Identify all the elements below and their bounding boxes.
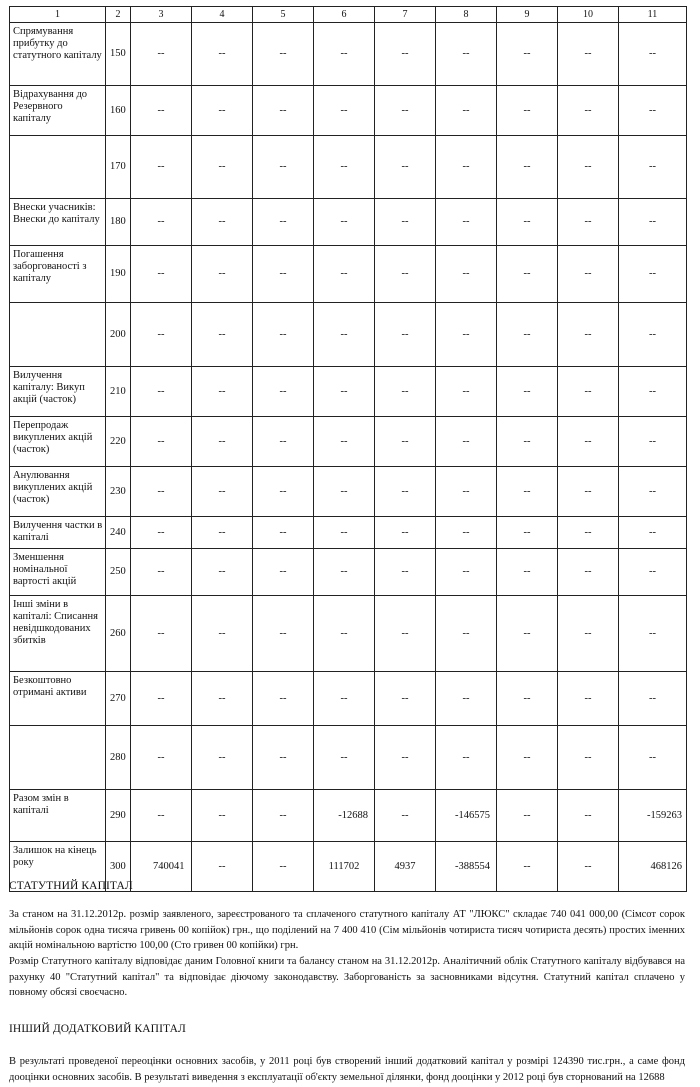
table-cell: -- <box>253 467 314 517</box>
table-cell: -- <box>314 367 375 417</box>
table-cell: -- <box>619 136 687 199</box>
table-cell: -- <box>253 199 314 246</box>
table-cell: -- <box>497 790 558 842</box>
table-row <box>10 790 687 842</box>
table-cell: -- <box>558 199 619 246</box>
table-cell: -- <box>558 86 619 136</box>
row-code: 180 <box>106 199 131 246</box>
row-label: Залишок на кінець року <box>10 842 106 892</box>
column-header: 5 <box>253 7 314 23</box>
table-cell: -- <box>131 549 192 596</box>
table-row <box>10 23 687 86</box>
table-cell: -- <box>192 549 253 596</box>
table-cell: -- <box>375 23 436 86</box>
table-cell: -- <box>131 417 192 467</box>
table-cell: -- <box>192 199 253 246</box>
table-cell: -- <box>131 199 192 246</box>
table-cell: -- <box>131 596 192 672</box>
table-cell: -- <box>314 136 375 199</box>
table-cell: -- <box>131 23 192 86</box>
table-cell: -- <box>131 136 192 199</box>
table-cell: -- <box>375 467 436 517</box>
table-cell: -- <box>131 367 192 417</box>
table-cell: -- <box>375 596 436 672</box>
row-code: 240 <box>106 517 131 549</box>
table-cell: -- <box>558 23 619 86</box>
column-header: 11 <box>619 7 687 23</box>
table-cell: -- <box>375 136 436 199</box>
table-cell: -- <box>436 517 497 549</box>
other-capital-paragraph: В результаті проведеної переоцінки основних засобів, у 2011 році був створений інший додатковий капітал у розмірі 124390 тис.грн., а саме фонд дооцінки основних засобів. В результаті виведення з експлуатації об'єкту земельної ділянки, фонд дооцінки у 2012 році був сторнований на 12688 <box>9 1056 685 1083</box>
table-row <box>10 86 687 136</box>
table-cell: -- <box>314 86 375 136</box>
table-cell: -- <box>253 596 314 672</box>
table-cell: -- <box>192 790 253 842</box>
table-cell: -- <box>619 596 687 672</box>
table-cell: -- <box>253 246 314 303</box>
row-code: 200 <box>106 303 131 367</box>
table-row <box>10 303 687 367</box>
column-header: 8 <box>436 7 497 23</box>
table-cell: -- <box>619 417 687 467</box>
table-cell: -- <box>558 367 619 417</box>
column-header: 4 <box>192 7 253 23</box>
table-cell: -- <box>131 86 192 136</box>
table-cell: -- <box>131 517 192 549</box>
table-cell: -- <box>619 549 687 596</box>
table-cell: -- <box>314 517 375 549</box>
row-code: 290 <box>106 790 131 842</box>
row-label: Інші зміни в капіталі: Списання невідшкодованих збитків <box>10 596 106 672</box>
table-cell: -- <box>436 303 497 367</box>
table-row <box>10 367 687 417</box>
table-cell: -- <box>314 417 375 467</box>
table-cell: -- <box>558 246 619 303</box>
table-cell: -- <box>253 549 314 596</box>
table-row <box>10 417 687 467</box>
row-label: Погашення заборгованості з капіталу <box>10 246 106 303</box>
table-cell: -- <box>436 246 497 303</box>
table-cell: -- <box>619 367 687 417</box>
table-cell: -- <box>558 596 619 672</box>
table-cell: 468126 <box>619 842 687 892</box>
table-cell: -- <box>253 23 314 86</box>
table-cell: -- <box>314 726 375 790</box>
table-cell: -- <box>497 23 558 86</box>
table-cell: -- <box>619 199 687 246</box>
table-cell: -- <box>558 726 619 790</box>
row-code: 210 <box>106 367 131 417</box>
table-cell: -- <box>253 517 314 549</box>
row-code: 250 <box>106 549 131 596</box>
table-cell: -- <box>192 517 253 549</box>
table-cell: -- <box>131 726 192 790</box>
table-row <box>10 136 687 199</box>
table-cell: -- <box>192 23 253 86</box>
table-cell: -- <box>436 467 497 517</box>
table-cell: -- <box>375 199 436 246</box>
column-header: 10 <box>558 7 619 23</box>
table-cell: -- <box>314 596 375 672</box>
table-cell: -- <box>619 23 687 86</box>
table-cell: -- <box>436 86 497 136</box>
table-cell: -- <box>192 367 253 417</box>
row-code: 270 <box>106 672 131 726</box>
table-cell: -- <box>192 596 253 672</box>
table-cell: -- <box>375 790 436 842</box>
table-cell: -- <box>497 596 558 672</box>
table-cell: -- <box>192 303 253 367</box>
charter-capital-paragraph-1: За станом на 31.12.2012р. розмір заявленого, зареєстрованого та сплаченого статутного капіталу АТ "ЛЮКС" складає 740 041 000,00 (Сімсот сорок мільйонів сорок одна тисяча гривень 00 копійок) грн., що поділений на 7 400 410 (Сім мільйонів чотириста тисяч чотириста десять) простих іменних акцій номінальною вартістю 100,00 (Сто гривен 00 копійки) грн. <box>9 909 685 951</box>
table-cell: -- <box>619 726 687 790</box>
row-label: Анулювання викуплених акцій (часток) <box>10 467 106 517</box>
row-code: 230 <box>106 467 131 517</box>
table-cell: -- <box>436 417 497 467</box>
row-code: 170 <box>106 136 131 199</box>
table-cell: -- <box>436 596 497 672</box>
table-cell: -- <box>558 517 619 549</box>
table-cell: -- <box>619 517 687 549</box>
table-cell: -- <box>619 467 687 517</box>
table-cell: -- <box>253 672 314 726</box>
table-row <box>10 726 687 790</box>
row-label: Вилучення капіталу: Викуп акцій (часток) <box>10 367 106 417</box>
table-cell: -- <box>375 303 436 367</box>
table-cell: -- <box>192 246 253 303</box>
capital-changes-table <box>9 6 687 892</box>
table-cell: -- <box>192 467 253 517</box>
row-label: Відрахування до Резервного капіталу <box>10 86 106 136</box>
row-label: Спрямування прибутку до статутного капіталу <box>10 23 106 86</box>
table-row <box>10 596 687 672</box>
table-cell: -- <box>314 467 375 517</box>
row-code: 150 <box>106 23 131 86</box>
table-cell: -- <box>497 842 558 892</box>
table-cell: -- <box>131 467 192 517</box>
table-cell: -- <box>375 517 436 549</box>
table-cell: -- <box>375 367 436 417</box>
table-cell: -159263 <box>619 790 687 842</box>
table-row <box>10 199 687 246</box>
table-cell: -- <box>558 790 619 842</box>
table-cell: 4937 <box>375 842 436 892</box>
table-cell: -- <box>131 790 192 842</box>
table-cell: -- <box>436 23 497 86</box>
table-cell: -- <box>558 303 619 367</box>
table-row <box>10 672 687 726</box>
table-cell: -12688 <box>314 790 375 842</box>
table-cell: -- <box>375 549 436 596</box>
row-label <box>10 136 106 199</box>
table-cell: -- <box>131 303 192 367</box>
table-row <box>10 246 687 303</box>
table-cell: -- <box>497 246 558 303</box>
table-cell: -- <box>619 86 687 136</box>
column-header: 7 <box>375 7 436 23</box>
column-header: 3 <box>131 7 192 23</box>
table-cell: -- <box>375 246 436 303</box>
table-cell: -- <box>375 86 436 136</box>
column-header: 2 <box>106 7 131 23</box>
row-label <box>10 726 106 790</box>
table-cell: -- <box>253 303 314 367</box>
charter-capital-paragraph-2: Розмір Статутного капіталу відповідає даним Головної книги та балансу станом на 31.12.2012р. Аналітичний облік Статутного капіталу відбувався на рахунку 40 "Статутний капітал" та відповідає діючому законодавству. Заборгованість за засновниками відсутня. Статутний капітал сплачено у повному обсязі своєчасно. <box>9 956 685 998</box>
row-code: 190 <box>106 246 131 303</box>
table-cell: -- <box>436 367 497 417</box>
table-cell: 740041 <box>131 842 192 892</box>
table-cell: -- <box>253 417 314 467</box>
table-cell: -- <box>497 136 558 199</box>
row-label: Вилучення частки в капіталі <box>10 517 106 549</box>
table-cell: -- <box>619 303 687 367</box>
column-header: 6 <box>314 7 375 23</box>
table-cell: -- <box>131 246 192 303</box>
table-cell: -- <box>497 303 558 367</box>
table-cell: -- <box>314 672 375 726</box>
table-cell: -- <box>497 467 558 517</box>
table-cell: -- <box>314 246 375 303</box>
column-header: 9 <box>497 7 558 23</box>
table-cell: -- <box>558 136 619 199</box>
table-cell: -- <box>253 790 314 842</box>
row-code: 280 <box>106 726 131 790</box>
row-label: Перепродаж викуплених акцій (часток) <box>10 417 106 467</box>
table-cell: -- <box>192 726 253 790</box>
column-header: 1 <box>10 7 106 23</box>
row-label: Внески учасників: Внески до капіталу <box>10 199 106 246</box>
table-cell: -- <box>558 549 619 596</box>
table-cell: -- <box>375 417 436 467</box>
table-cell: -- <box>497 517 558 549</box>
table-cell: -- <box>497 672 558 726</box>
table-cell: -- <box>314 199 375 246</box>
row-code: 160 <box>106 86 131 136</box>
table-cell: -- <box>253 367 314 417</box>
table-cell: -- <box>192 86 253 136</box>
table-cell: -- <box>314 549 375 596</box>
table-cell: -- <box>253 136 314 199</box>
table-cell: -- <box>192 136 253 199</box>
row-code: 220 <box>106 417 131 467</box>
row-label: Безкоштовно отримані активи <box>10 672 106 726</box>
table-cell: -- <box>558 417 619 467</box>
table-cell: -- <box>497 417 558 467</box>
table-row <box>10 549 687 596</box>
table-cell: 111702 <box>314 842 375 892</box>
table-cell: -- <box>619 246 687 303</box>
table-cell: -- <box>558 672 619 726</box>
table-header-row <box>10 7 687 23</box>
row-code: 260 <box>106 596 131 672</box>
table-cell: -- <box>497 367 558 417</box>
table-cell: -- <box>131 672 192 726</box>
table-cell: -- <box>314 23 375 86</box>
table-cell: -- <box>192 842 253 892</box>
table-cell: -388554 <box>436 842 497 892</box>
table-cell: -- <box>497 549 558 596</box>
table-cell: -- <box>253 86 314 136</box>
table-cell: -146575 <box>436 790 497 842</box>
table-cell: -- <box>253 842 314 892</box>
table-cell: -- <box>192 672 253 726</box>
table-cell: -- <box>436 549 497 596</box>
table-cell: -- <box>497 86 558 136</box>
table-cell: -- <box>497 726 558 790</box>
charter-capital-title: СТАТУТНИЙ КАПІТАЛ <box>9 880 133 892</box>
table-row <box>10 467 687 517</box>
table-cell: -- <box>375 726 436 790</box>
table-cell: -- <box>436 136 497 199</box>
table-cell: -- <box>558 467 619 517</box>
row-label: Зменшення номінальної вартості акцій <box>10 549 106 596</box>
table-cell: -- <box>375 672 436 726</box>
other-capital-title: ІНШИЙ ДОДАТКОВИЙ КАПІТАЛ <box>9 1023 186 1035</box>
table-row <box>10 517 687 549</box>
table-cell: -- <box>436 726 497 790</box>
row-label <box>10 303 106 367</box>
table-cell: -- <box>314 303 375 367</box>
row-code: 300 <box>106 842 131 892</box>
row-label: Разом змін в капіталі <box>10 790 106 842</box>
table-cell: -- <box>253 726 314 790</box>
table-cell: -- <box>436 199 497 246</box>
table-cell: -- <box>436 672 497 726</box>
table-cell: -- <box>558 842 619 892</box>
table-cell: -- <box>192 417 253 467</box>
table-cell: -- <box>619 672 687 726</box>
table-cell: -- <box>497 199 558 246</box>
